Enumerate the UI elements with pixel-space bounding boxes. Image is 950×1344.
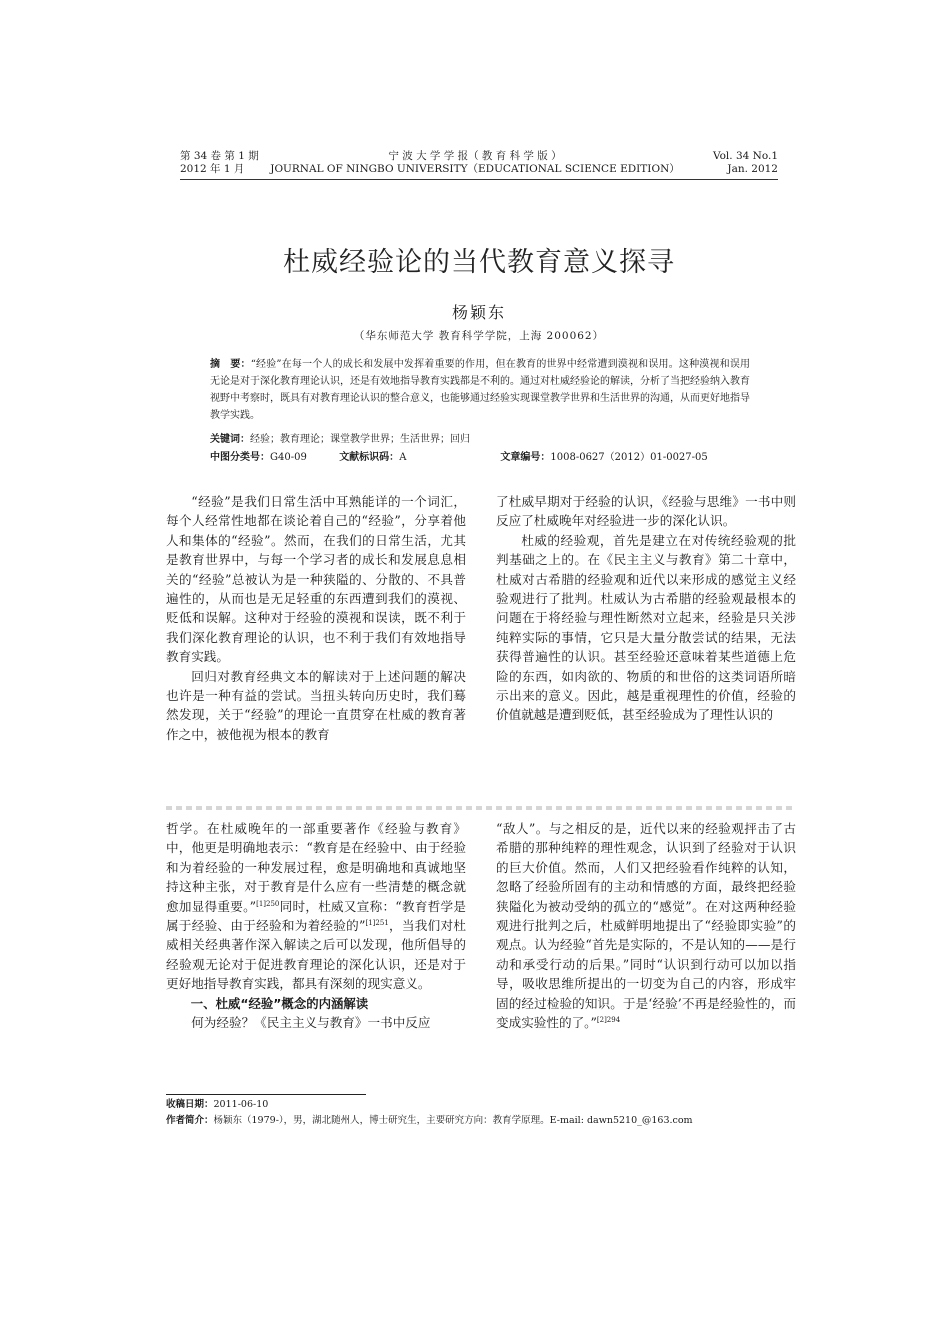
body-column-right-upper xyxy=(496,492,796,725)
footnote-rule xyxy=(166,1094,366,1095)
publication-date-en: Jan. 2012 xyxy=(727,163,778,175)
paragraph xyxy=(166,819,466,994)
volume-issue: 第 34 卷 第 1 期 xyxy=(180,150,259,162)
journal-issue-left xyxy=(180,150,259,176)
doc-label: 文献标识码： xyxy=(339,452,400,463)
author-bio-label: 作者简介： xyxy=(166,1115,214,1126)
header-rule xyxy=(180,179,778,180)
citation-ref: [1]250 xyxy=(256,899,280,908)
abstract xyxy=(210,356,750,424)
paragraph: 杜威的经验观，首先是建立在对传统经验观的批判基础之上的。在《民主主义与教育》第二十章中，杜威对古希腊的经验观和近代以来形成的感觉主义经验观进行了批判。杜威认为古希腊的经验观最根本的问题在于将经验与理性断然对立起来，经验是只关涉纯粹实际的事情，它只是大量分散尝试的结果，无法获得普遍性的认识。甚至经验还意味着某些道德上危险的东西，如肉欲的、物质的和世俗的这类词语所暗示出来的意义。因此，越是重视理性的价值，经验的价值就越是遭到贬低，甚至经验成为了理性认识的 xyxy=(496,532,796,723)
author-bio-value: 杨颖东（1979-），男，湖北随州人，博士研究生，主要研究方向：教育学原理。E-mail: dawn5210_@163.com xyxy=(213,1115,693,1126)
paragraph: “经验”是我们日常生活中耳熟能详的一个词汇，每个人经常性地都在谈论着自己的“经验”，分享着他人和集体的“经验”。然而，在我们的日常生活，尤其是教育世界中，与每一个学习者的成长和发展息息相关的“经验”总被认为是一种狭隘的、分散的、不具普遍性的，从而也是无足轻重的东西遭到我们的漠视、贬低和误解。这种对于经验的漠视和误读，既不利于我们深化教育理论的认识，也不利于我们有效地指导教育实践。 xyxy=(166,494,466,665)
article-number-value: 1008-0627（2012）01-0027-05 xyxy=(550,452,708,463)
body-column-left-lower xyxy=(166,819,466,1032)
author-bio xyxy=(166,1114,806,1128)
abstract-label: 摘 要： xyxy=(210,359,251,370)
received-label: 收稿日期： xyxy=(166,1099,214,1110)
article-number xyxy=(500,449,707,466)
clc-label: 中图分类号： xyxy=(210,452,270,463)
article-title: 杜威经验论的当代教育意义探寻 xyxy=(283,247,675,278)
doc-value: A xyxy=(399,452,407,463)
keywords xyxy=(210,431,750,448)
keywords-label: 关键词： xyxy=(210,434,250,445)
paragraph: 了杜威早期对于经验的认识，《经验与思维》一书中则反应了杜威晚年对经验进一步的深化认识。 xyxy=(496,494,796,529)
section-heading: 一、杜威“经验”概念的内涵解读 xyxy=(190,995,369,1011)
article-number-label: 文章编号： xyxy=(500,452,551,463)
paragraph-text: ，当我们对杜威相关经典著作深入解读之后可以发现，他所倡导的经验观无论对于促进教育理论的深化认识，还是对于更好地指导教育实践，都具有深刻的现实意义。 xyxy=(166,918,467,992)
body-column-left-upper xyxy=(166,492,466,744)
paragraph xyxy=(496,819,796,1032)
paragraph-text: 哲学。在杜威晚年的一部重要著作《经验与教育》中，他更是明确地表示：“教育是在经验中、由于经验和为着经验的一种发展过程，愈是明确地和真诚地坚持这种主张，对于教育是什么应有一些清楚的概念就愈加显得重要。” xyxy=(166,821,466,914)
document-code xyxy=(339,449,497,466)
paragraph-text: “敌人”。与之相反的是，近代以来的经验观抨击了古希腊的那种纯粹的理性观念，认识到了经验对于认识的巨大价值。然而，人们又把经验看作纯粹的认知，忽略了经验所固有的主动和情感的方面，最终把经验狭隘化为被动受纳的孤立的“感觉”。在对这两种经验观进行批判之后，杜威鲜明地提出了“经验即实验”的观点。认为经验“首先是实际的，不是认知的——是行动和承受行动的后果。”同时“认识到行动可以加以指导，吸收思维所提出的一切变为自己的内容，形成牢固的经过检验的知识。于是‘经验’不再是经验性的，而变成实验性的了。” xyxy=(496,821,796,1031)
received-date xyxy=(166,1098,806,1112)
author-affiliation: （华东师范大学 教育科学学院，上海 200062） xyxy=(353,330,605,342)
citation-ref: [1]251 xyxy=(365,918,389,927)
journal-name-cn: 宁 波 大 学 学 报（ 教 育 科 学 版 ） xyxy=(388,150,562,162)
paragraph: 回归对教育经典文本的解读对于上述问题的解决也许是一种有益的尝试。当扭头转向历史时，我们蓦然发现，关于“经验”的理论一直贯穿在杜威的教育著作之中，被他视为根本的教育 xyxy=(166,668,466,742)
journal-name-en: JOURNAL OF NINGBO UNIVERSITY（EDUCATIONAL SCIENCE EDITION） xyxy=(270,163,680,175)
volume-issue-en: Vol. 34 No.1 xyxy=(712,150,778,162)
classification-row xyxy=(210,449,770,466)
keywords-text: 经验；教育理论；课堂教学世界；生活世界；回归 xyxy=(250,434,470,445)
paragraph: 何为经验？《民主主义与教育》一书中反应 xyxy=(191,1015,431,1031)
paragraph-text: 同时，杜威又宣称：“教育哲学是属于经验、由于经验和为着经验的” xyxy=(166,898,466,934)
journal-name xyxy=(250,150,700,176)
article-author: 杨颖东 xyxy=(451,303,506,322)
scan-break-band xyxy=(166,806,796,810)
publication-date: 2012 年 1 月 xyxy=(180,163,245,175)
journal-issue-right xyxy=(713,150,778,176)
clc-number xyxy=(210,449,336,466)
citation-ref: [2]294 xyxy=(596,1015,621,1024)
body-column-right-lower xyxy=(496,819,796,1032)
abstract-text: “经验”在每一个人的成长和发展中发挥着重要的作用，但在教育的世界中经常遭到漠视和误用。这种漠视和误用无论是对于深化教育理论认识，还是有效地指导教育实践都是不利的。通过对杜威经验论的解读，分析了当把经验纳入教育视野中考察时，既具有对教育理论认识的整合意义，也能够通过经验实现课堂教学世界和生活世界的沟通，从而更好地指导教学实践。 xyxy=(210,359,751,421)
received-value: 2011-06-10 xyxy=(213,1099,269,1110)
clc-value: G40-09 xyxy=(270,452,307,463)
